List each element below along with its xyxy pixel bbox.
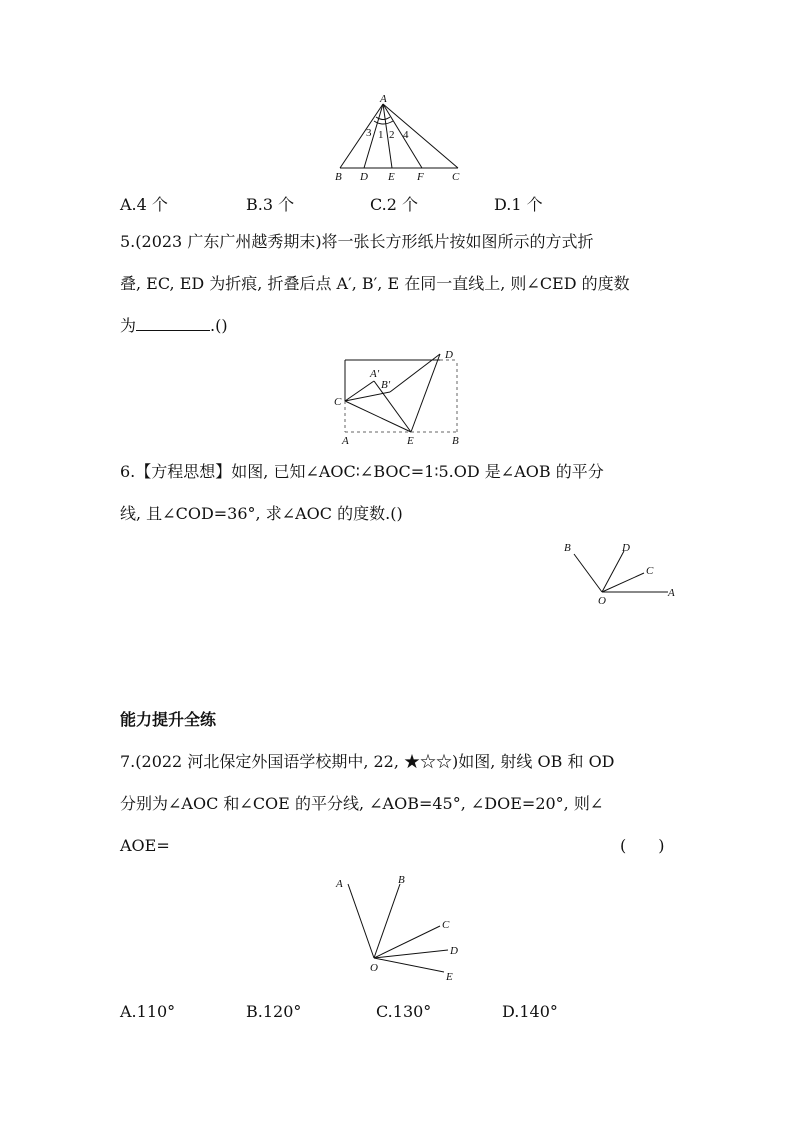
q4-label-1: 1 bbox=[378, 129, 384, 141]
q5-text-line3 bbox=[120, 316, 228, 336]
q5-label-C: C bbox=[334, 396, 342, 408]
q5-line3-suffix: .() bbox=[210, 316, 228, 335]
q5-label-D: D bbox=[445, 349, 453, 361]
q4-option-b[interactable]: B.3 个 bbox=[246, 195, 295, 214]
q7-label-D: D bbox=[450, 945, 458, 957]
q4-option-d[interactable]: D.1 个 bbox=[494, 195, 543, 214]
q4-label-E: E bbox=[388, 171, 395, 183]
q7-text-line3: AOE= bbox=[120, 836, 170, 855]
q5-label-B: B bbox=[452, 435, 459, 446]
q4-label-F: F bbox=[417, 171, 424, 183]
q4-label-C: C bbox=[452, 171, 460, 183]
q5-text-line1: 5.(2023 广东广州越秀期末)将一张长方形纸片按如图所示的方式折 bbox=[120, 232, 594, 251]
q5-line3-prefix: 为 bbox=[120, 316, 137, 335]
q6-label-C: C bbox=[646, 565, 654, 577]
q6-label-D: D bbox=[622, 542, 630, 554]
q6-label-A: A bbox=[668, 587, 675, 599]
q5-label-A-prime: A′ bbox=[370, 368, 380, 380]
q6-label-B: B bbox=[564, 542, 571, 554]
q7-label-A: A bbox=[336, 878, 343, 890]
q4-label-B: B bbox=[335, 171, 342, 183]
q5-fold-figure bbox=[330, 346, 470, 446]
q5-text-line2: 叠, EC, ED 为折痕, 折叠后点 A′, B′, E 在同一直线上, 则∠CED 的度数 bbox=[120, 274, 630, 293]
q4-triangle-figure bbox=[330, 92, 470, 184]
q7-option-b[interactable]: B.120° bbox=[246, 1002, 302, 1021]
q4-label-A: A bbox=[380, 93, 387, 105]
q7-label-C: C bbox=[442, 919, 450, 931]
q6-label-O: O bbox=[598, 595, 606, 607]
q7-answer-paren[interactable]: ( ) bbox=[620, 836, 665, 855]
q4-label-3: 3 bbox=[366, 127, 372, 139]
q4-label-D: D bbox=[360, 171, 368, 183]
q7-option-d[interactable]: D.140° bbox=[502, 1002, 558, 1021]
q7-label-E: E bbox=[446, 971, 453, 983]
q7-angle-figure bbox=[330, 870, 470, 986]
q6-angle-figure bbox=[558, 536, 688, 608]
q7-text-line2: 分别为∠AOC 和∠COE 的平分线, ∠AOB=45°, ∠DOE=20°, 则∠ bbox=[120, 794, 604, 813]
q4-option-a[interactable]: A.4 个 bbox=[120, 195, 168, 214]
q6-text-line1: 6.【方程思想】如图, 已知∠AOC∶∠BOC=1∶5.OD 是∠AOB 的平分 bbox=[120, 462, 604, 481]
q7-option-a[interactable]: A.110° bbox=[120, 1002, 176, 1021]
q7-option-c[interactable]: C.130° bbox=[376, 1002, 432, 1021]
q7-label-B: B bbox=[398, 874, 405, 886]
q5-label-A: A bbox=[342, 435, 349, 446]
q4-label-2: 2 bbox=[389, 129, 395, 141]
section-title: 能力提升全练 bbox=[120, 710, 217, 729]
q5-label-E: E bbox=[407, 435, 414, 446]
q4-label-4: 4 bbox=[403, 129, 409, 141]
q7-label-O: O bbox=[370, 962, 378, 974]
q6-text-line2: 线, 且∠COD=36°, 求∠AOC 的度数.() bbox=[120, 504, 403, 523]
q7-text-line1: 7.(2022 河北保定外国语学校期中, 22, ★☆☆)如图, 射线 OB 和 OD bbox=[120, 752, 615, 771]
q5-answer-blank[interactable] bbox=[136, 316, 210, 331]
q5-label-B-prime: B′ bbox=[381, 379, 391, 391]
q4-option-c[interactable]: C.2 个 bbox=[370, 195, 419, 214]
